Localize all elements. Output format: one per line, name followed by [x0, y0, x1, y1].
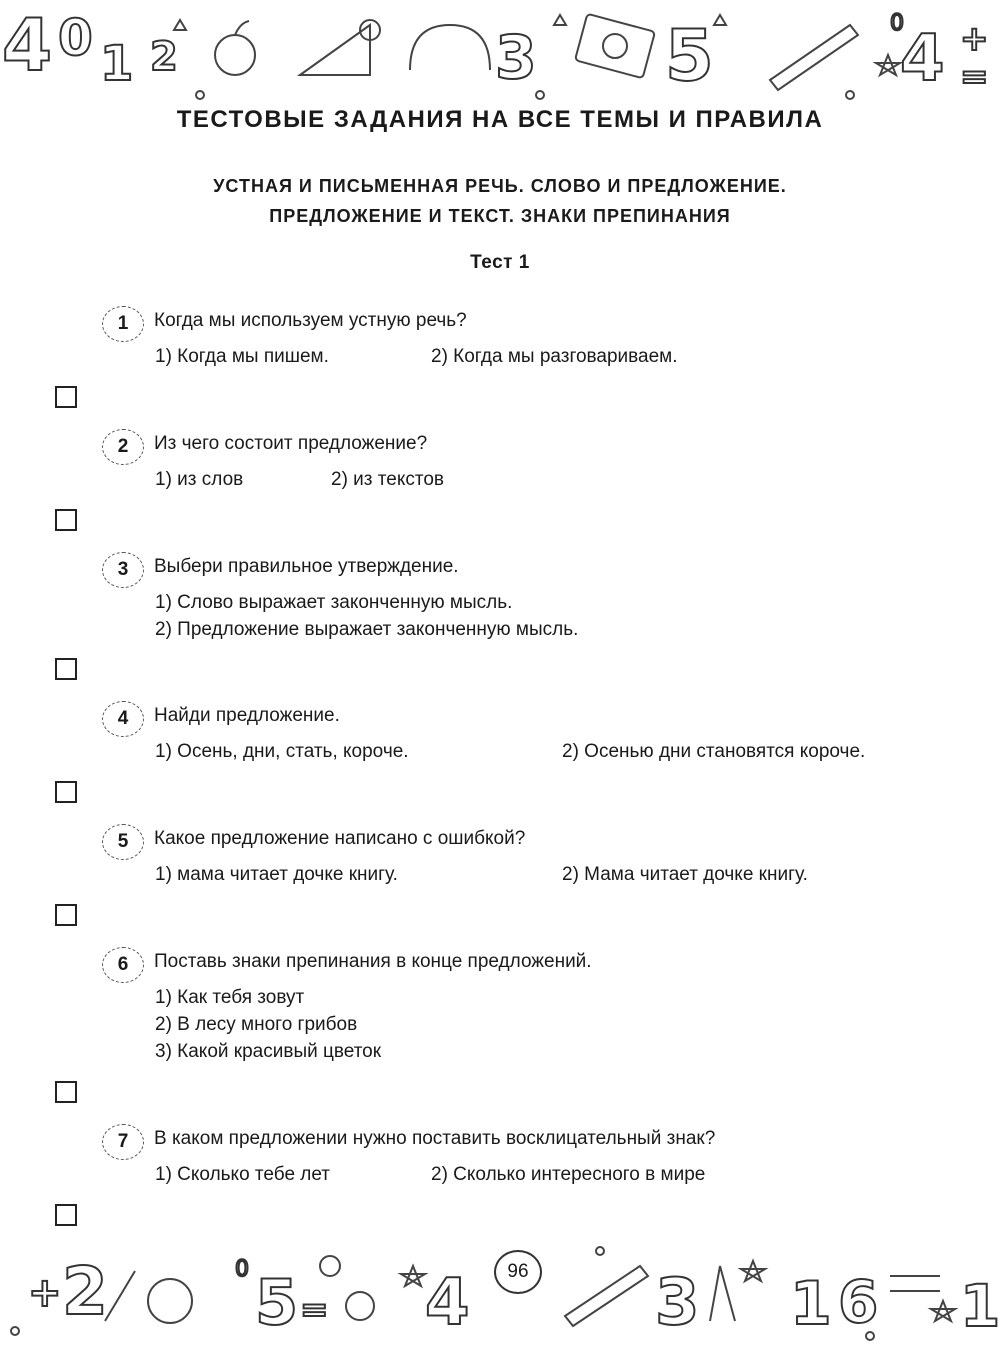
question-text: Когда мы используем устную речь? [154, 310, 467, 331]
digit-doodle: 4 [900, 22, 945, 96]
digit-doodle: 6 [838, 1268, 879, 1336]
digit-doodle: 5 [255, 1266, 299, 1339]
answer-option: 1) из слов [155, 469, 244, 490]
question-text: В каком предложении нужно поставить восклицательный знак? [154, 1128, 716, 1149]
section-subtitle-line1: УСТНАЯ И ПИСЬМЕННАЯ РЕЧЬ. СЛОВО И ПРЕДЛОЖЕНИЕ. [213, 176, 787, 196]
question-number-badge: 4 [102, 701, 144, 737]
answer-option: 2) Мама читает дочке книгу. [562, 864, 808, 885]
answer-option: 1) Сколько тебе лет [155, 1164, 331, 1185]
banknote-doodle [575, 14, 655, 78]
flower-doodle [320, 1256, 340, 1276]
answer-checkbox[interactable] [55, 904, 77, 926]
answer-option: 1) Осень, дни, стать, короче. [155, 741, 409, 762]
answer-option: 2) из текстов [331, 469, 445, 490]
question-number-badge: 2 [102, 429, 144, 465]
apple-stem-doodle [235, 21, 249, 35]
digit-doodle: 0 [58, 9, 93, 67]
ruler-doodle [565, 1266, 648, 1326]
equals-doodle: = [960, 57, 989, 97]
answer-option: 2) Когда мы разговариваем. [431, 346, 678, 367]
top-decorative-border [0, 0, 1000, 110]
question-text: Найди предложение. [154, 705, 340, 726]
star-doodle [741, 1261, 765, 1281]
pencil-doodle [105, 1271, 135, 1321]
question-text: Из чего состоит предложение? [154, 433, 428, 454]
equals-lines-doodle [890, 1276, 940, 1291]
question-text: Какое предложение написано с ошибкой? [154, 828, 526, 849]
answer-checkbox[interactable] [55, 509, 77, 531]
digit-doodle: 2 [62, 1253, 108, 1330]
question-number-badge: 7 [102, 1124, 144, 1160]
digit-doodle: 0 [890, 11, 904, 36]
digit-doodle: 1 [100, 36, 134, 92]
answer-option: 2) Осенью дни становятся короче. [562, 741, 866, 762]
digit-doodle: 1 [960, 1272, 1000, 1340]
answer-option: 2) Предложение выражает законченную мысль. [155, 619, 579, 640]
answer-checkbox[interactable] [55, 1081, 77, 1103]
digit-doodle: 4 [2, 3, 53, 87]
question-text: Поставь знаки препинания в конце предложений. [154, 951, 592, 972]
answer-option: 2) В лесу много грибов [155, 1014, 358, 1035]
question-text: Выбери правильное утверждение. [154, 556, 459, 577]
digit-doodle: 5 [665, 15, 714, 97]
question-number-badge: 3 [102, 552, 144, 588]
answer-checkbox[interactable] [55, 658, 77, 680]
section-subtitle-line2: ПРЕДЛОЖЕНИЕ И ТЕКСТ. ЗНАКИ ПРЕПИНАНИЯ [269, 206, 731, 226]
star-doodle [401, 1266, 425, 1286]
question-5 [102, 826, 962, 891]
question-1 [102, 308, 962, 373]
bottom-decorative-border [0, 1236, 1000, 1346]
answer-option: 1) Слово выражает законченную мысль. [155, 592, 513, 613]
digit-doodle: 3 [495, 23, 537, 93]
answer-option: 2) Сколько интересного в мире [431, 1164, 706, 1185]
digit-doodle: 3 [655, 1266, 700, 1340]
question-number-badge: 1 [102, 306, 144, 342]
apple-doodle [148, 1279, 192, 1323]
digit-doodle: 2 [150, 34, 178, 80]
question-4 [102, 703, 962, 768]
star-doodle [876, 55, 900, 75]
answer-checkbox[interactable] [55, 386, 77, 408]
doodle-border-bottom [0, 1236, 1000, 1346]
star-doodle [931, 1301, 955, 1321]
test-title: Тест 1 [470, 252, 530, 273]
digit-doodle: 1 [790, 1269, 832, 1339]
question-number-badge: 6 [102, 947, 144, 983]
question-2 [102, 431, 962, 496]
equals-doodle: = [300, 1290, 329, 1330]
question-6 [102, 949, 962, 1068]
answer-option: 1) мама читает дочке книгу. [155, 864, 398, 885]
answer-option: 1) Когда мы пишем. [155, 346, 329, 367]
answer-option: 3) Какой красивый цветок [155, 1041, 382, 1062]
question-number-badge: 5 [102, 824, 144, 860]
plus-doodle: + [960, 19, 989, 59]
page-title: ТЕСТОВЫЕ ЗАДАНИЯ НА ВСЕ ТЕМЫ И ПРАВИЛА [176, 106, 824, 133]
question-7 [102, 1126, 962, 1191]
page-number: 96 [494, 1250, 542, 1294]
smiley-doodle [346, 1292, 374, 1320]
compass-doodle [710, 1266, 735, 1321]
digit-doodle: 0 [235, 1257, 249, 1282]
smiley-doodle [603, 34, 627, 58]
doodle-border-top [0, 0, 1000, 110]
headphones-doodle [410, 25, 490, 70]
apple-doodle [215, 35, 255, 75]
plus-doodle: + [28, 1270, 62, 1316]
answer-checkbox[interactable] [55, 1204, 77, 1226]
digit-doodle: 4 [425, 1266, 470, 1340]
answer-checkbox[interactable] [55, 781, 77, 803]
answer-option: 1) Как тебя зовут [155, 987, 305, 1008]
question-3 [102, 554, 962, 646]
ruler-doodle [770, 25, 858, 90]
